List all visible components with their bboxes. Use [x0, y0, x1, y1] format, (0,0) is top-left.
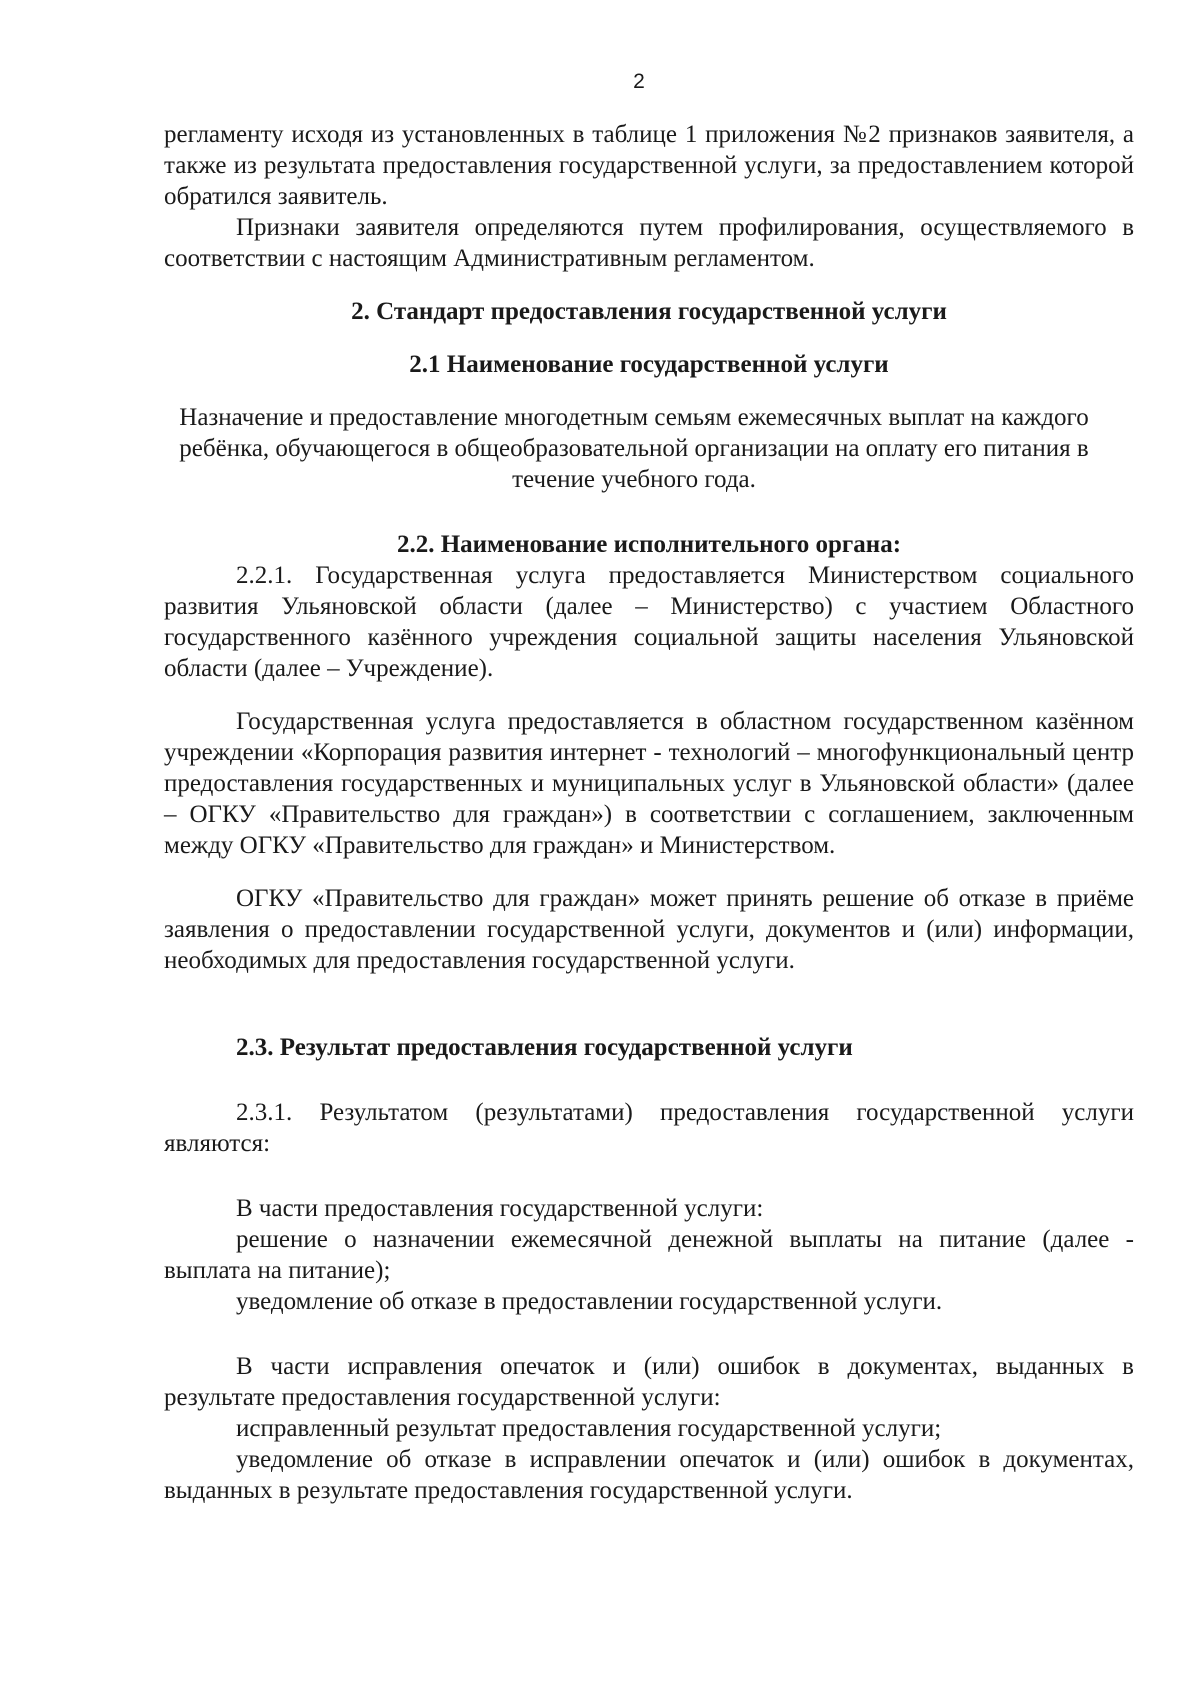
section-2-1-heading: 2.1 Наименование государственной услуги — [409, 351, 889, 378]
service-name-text: Назначение и предоставление многодетным семьям ежемесячных выплат на каждого ребёнка, обучающегося в общеобразовательной организации на оплату его питания в течение учебного года. — [179, 404, 1089, 493]
part-1-item-2: уведомление об отказе в предоставлении государственной услуги. — [236, 1288, 943, 1315]
intro-paragraph-2: Признаки заявителя определяются путем профилирования, осуществляемого в соответствии с настоящим Административным регламентом. — [164, 214, 1134, 272]
intro-paragraph-1: регламенту исходя из установленных в таблице 1 приложения №2 признаков заявителя, а также из результата предоставления государственной услуги, за предоставлением которой обратился заявитель. — [164, 121, 1134, 210]
section-2-2-paragraph-1: 2.2.1. Государственная услуга предоставляется Министерством социального развития Ульяновской области (далее – Министерство) с участием Областного государственного казённого учреждения социальной защиты населения Ульяновской области (далее – Учреждение). — [164, 562, 1134, 682]
section-2-2-paragraph-2: Государственная услуга предоставляется в областном государственном казённом учреждении «Корпорация развития интернет - технологий – многофункциональный центр предоставления государственных и муниципальных услуг в Ульяновской области» (далее – ОГКУ «Правительство для граждан») в соответствии с соглашением, заключенным между ОГКУ «Правительство для граждан» и Министерством. — [164, 708, 1134, 859]
part-2-heading: В части исправления опечаток и (или) ошибок в документах, выданных в результате предоставления государственной услуги: — [164, 1353, 1134, 1411]
part-1-heading: В части предоставления государственной услуги: — [236, 1195, 764, 1222]
part-2-item-2: уведомление об отказе в исправлении опечаток и (или) ошибок в документах, выданных в результате предоставления государственной услуги. — [164, 1446, 1134, 1504]
section-2-3-heading: 2.3. Результат предоставления государственной услуги — [236, 1034, 853, 1061]
section-2-2-paragraph-3: ОГКУ «Правительство для граждан» может принять решение об отказе в приёме заявления о предоставлении государственной услуги, документов и (или) информации, необходимых для предоставления государственной услуги. — [164, 885, 1134, 974]
section-2-2-heading: 2.2. Наименование исполнительного органа: — [396, 531, 902, 558]
section-2-3-paragraph-1: 2.3.1. Результатом (результатами) предоставления государственной услуги являются: — [164, 1099, 1134, 1157]
section-2-heading: 2. Стандарт предоставления государственной услуги — [351, 298, 947, 325]
page-number: 2 — [633, 70, 645, 93]
part-2-item-1: исправленный результат предоставления государственной услуги; — [236, 1415, 942, 1442]
part-1-item-1: решение о назначении ежемесячной денежной выплаты на питание (далее - выплата на питание); — [164, 1226, 1134, 1284]
